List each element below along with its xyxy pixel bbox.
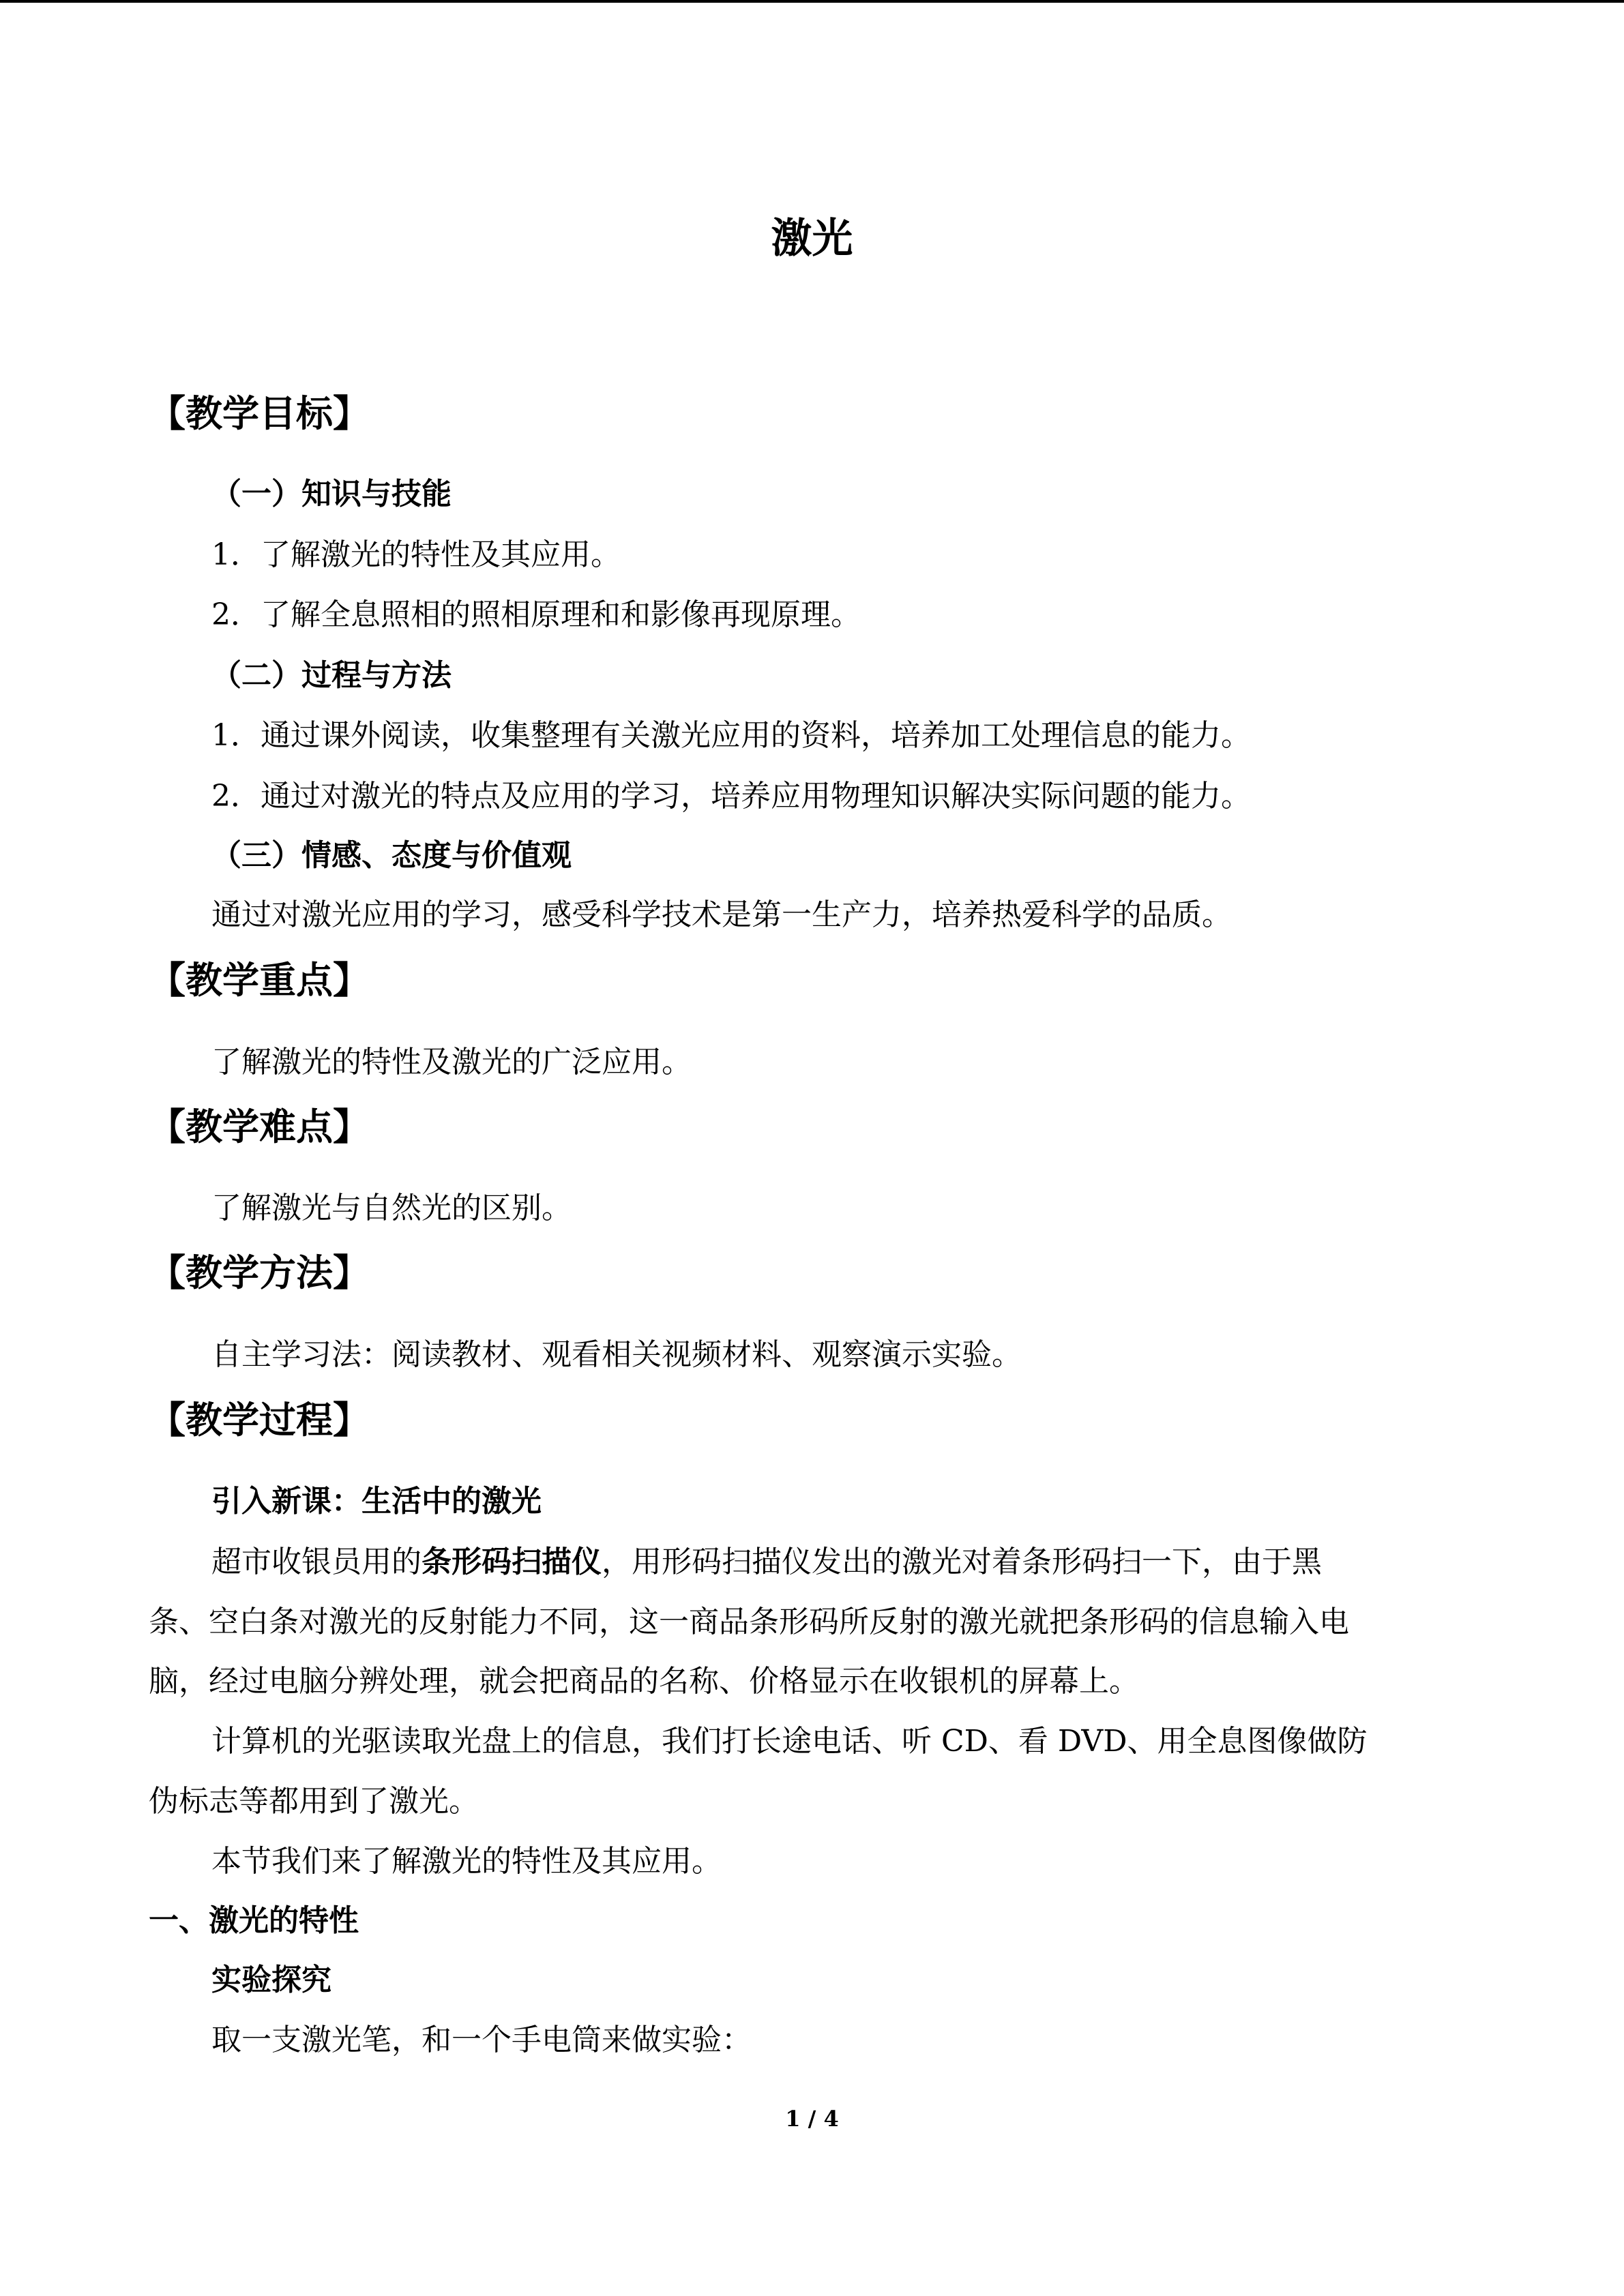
- goal-item-3-text: 通过对激光应用的学习，感受科学技术是第一生产力，培养热爱科学的品质。: [211, 897, 1232, 932]
- goal-item-2-1: 1．通过课外阅读，收集整理有关激光应用的资料，培养加工处理信息的能力。: [211, 718, 1251, 753]
- intro-text-post: ，用形码扫描仪发出的激光对着条形码扫一下，由于黑: [602, 1545, 1322, 1579]
- section-heading-goals: 【教学目标】: [149, 391, 370, 435]
- section-heading-process: 【教学过程】: [149, 1398, 370, 1442]
- subheading-process-methods: （二）过程与方法: [211, 658, 452, 693]
- subheading-attitudes-values: （三）情感、态度与价值观: [211, 838, 572, 873]
- goal-item-1-1: 1．了解激光的特性及其应用。: [211, 537, 621, 572]
- section-heading-difficulties: 【教学难点】: [149, 1105, 370, 1148]
- cd-paragraph-line-2: 伪标志等都用到了激光。: [149, 1784, 479, 1819]
- intro-paragraph-line-1: [211, 1540, 1322, 1585]
- section-heading-methods: 【教学方法】: [149, 1251, 370, 1294]
- goal-item-2-2: 2．通过对激光的特点及应用的学习，培养应用物理知识解决实际问题的能力。: [211, 779, 1251, 814]
- intro-paragraph-line-3: 脑，经过电脑分辨处理，就会把商品的名称、价格显示在收银机的屏幕上。: [149, 1664, 1139, 1699]
- page-title: 激光: [771, 215, 853, 263]
- intro-text-pre: 超市收银员用的: [211, 1545, 422, 1579]
- section-heading-key-points: 【教学重点】: [149, 958, 370, 1002]
- methods-text: 自主学习法：阅读教材、观看相关视频材料、观察演示实验。: [211, 1337, 1022, 1372]
- intro-heading: 引入新课：生活中的激光: [211, 1484, 542, 1519]
- section-intro-paragraph: 本节我们来了解激光的特性及其应用。: [211, 1844, 722, 1879]
- subheading-knowledge-skills: （一）知识与技能: [211, 477, 452, 511]
- cd-paragraph-line-1: 计算机的光驱读取光盘上的信息，我们打长途电话、听 CD、看 DVD、用全息图像做防: [211, 1724, 1368, 1759]
- difficulties-text: 了解激光与自然光的区别。: [211, 1191, 572, 1225]
- experiment-heading: 实验探究: [211, 1963, 331, 1997]
- intro-paragraph-line-2: 条、空白条对激光的反射能力不同，这一商品条形码所反射的激光就把条形码的信息输入电: [149, 1605, 1349, 1639]
- key-points-text: 了解激光的特性及激光的广泛应用。: [211, 1045, 692, 1079]
- barcode-scanner-term: 条形码扫描仪: [422, 1545, 602, 1579]
- part1-heading: 一、激光的特性: [149, 1903, 359, 1938]
- goal-item-1-2: 2．了解全息照相的照相原理和和影像再现原理。: [211, 597, 861, 632]
- experiment-text: 取一支激光笔，和一个手电筒来做实验：: [211, 2023, 752, 2057]
- page-number: 1 / 4: [785, 2106, 839, 2132]
